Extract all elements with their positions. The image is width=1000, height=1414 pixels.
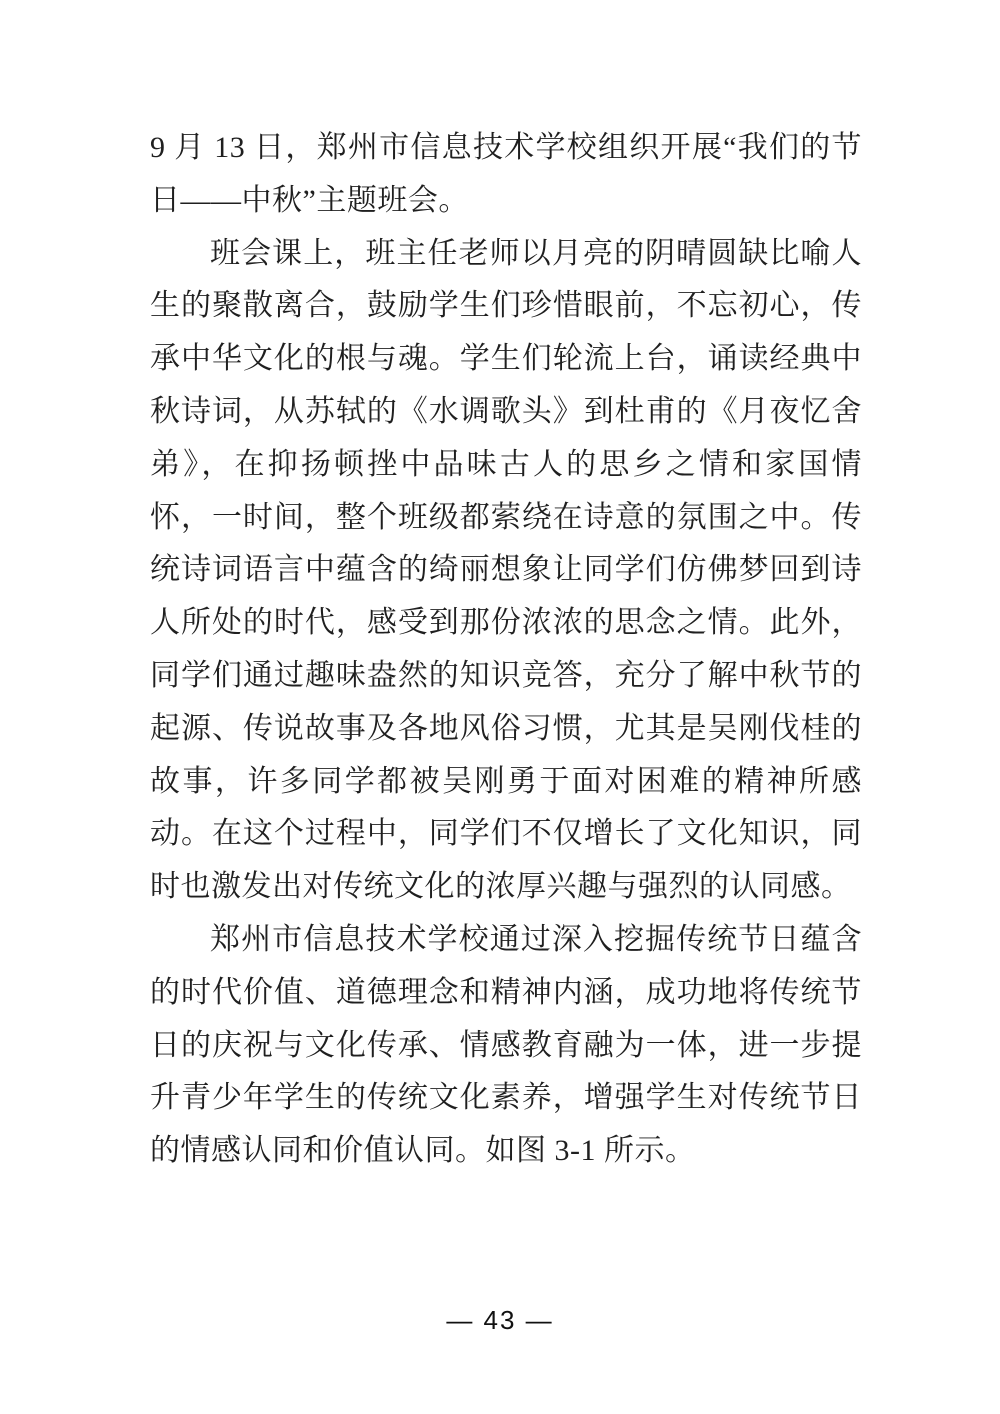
- paragraph-intro: 9 月 13 日，郑州市信息技术学校组织开展“我们的节日——中秋”主题班会。: [150, 131, 862, 217]
- paragraph-class-meeting: 班会课上，班主任老师以月亮的阴晴圆缺比喻人生的聚散离合，鼓励学生们珍惜眼前，不忘初心，传承中华文化的根与魂。学生们轮流上台，诵读经典中秋诗词，从苏轼的《水调歌头》到杜甫的《月夜忆舍弟》，在抑扬顿挫中品味古人的思乡之情和家国情怀，一时间，整个班级都萦绕在诗意的氛围之中。传统诗词语言中蕴含的绮丽想象让同学们仿佛梦回到诗人所处的时代，感受到那份浓浓的思念之情。此外，同学们通过趣味盎然的知识竞答，充分了解中秋节的起源、传说故事及各地风俗习惯，尤其是吴刚伐桂的故事，许多同学都被吴刚勇于面对困难的精神所感动。在这个过程中，同学们不仅增长了文化知识，同时也激发出对传统文化的浓厚兴趣与强烈的认同感。: [150, 236, 862, 904]
- paragraph-conclusion: 郑州市信息技术学校通过深入挖掘传统节日蕴含的时代价值、道德理念和精神内涵，成功地将传统节日的庆祝与文化传承、情感教育融为一体，进一步提升青少年学生的传统文化素养，增强学生对传统节日的情感认同和价值认同。如图 3-1 所示。: [150, 922, 862, 1168]
- page-number: — 43 —: [446, 1305, 554, 1335]
- body-text: [150, 122, 862, 1178]
